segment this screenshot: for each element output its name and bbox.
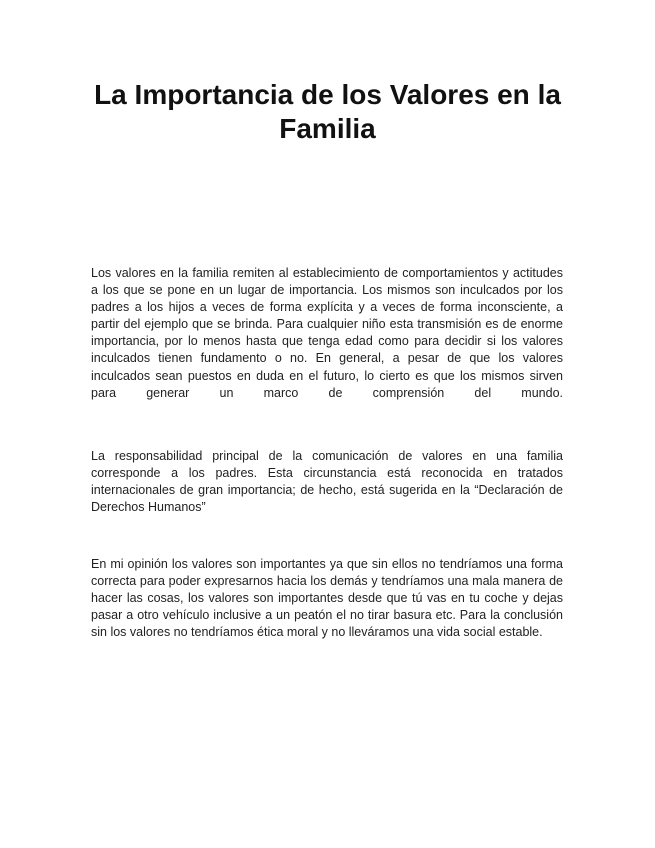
paragraph-personal-opinion: En mi opinión los valores son importantes ya que sin ellos no tendríamos una forma correcta para poder expresarnos hacia los demás y tendríamos una mala manera de hacer las cosas, los valores son importantes desde que tú vas en tu coche y dejas pasar a otro vehículo inclusive a un peatón el no tirar basura etc. Para la conclusión sin los valores no tendríamos ética moral y no lleváramos una vida social estable. xyxy=(91,557,563,640)
paragraph-parents-responsibility: La responsabilidad principal de la comunicación de valores en una familia corresponde a los padres. Esta circunstancia está reconocida en tratados internacionales de gran importancia; de hecho, está sugerida en la “Declaración de Derechos Humanos” xyxy=(91,449,563,515)
document-title: La Importancia de los Valores en la Familia xyxy=(94,79,561,144)
paragraph-values-in-family: Los valores en la familia remiten al establecimiento de comportamientos y actitudes a los que se pone en un lugar de importancia. Los mismos son inculcados por los padres a los hijos a veces de forma explícita y a veces de forma inconsciente, a partir del ejemplo que se brinda. Para cualquier niño esta transmisión es de enorme importancia, por lo menos hasta que tenga edad como para decidir si los valores inculcados tienen fundamento o no. En general, a pesar de que los valores inculcados sean puestos en duda en el futuro, lo cierto es que los mismos sirven para generar un marco de comprensión del mundo. xyxy=(91,266,563,400)
